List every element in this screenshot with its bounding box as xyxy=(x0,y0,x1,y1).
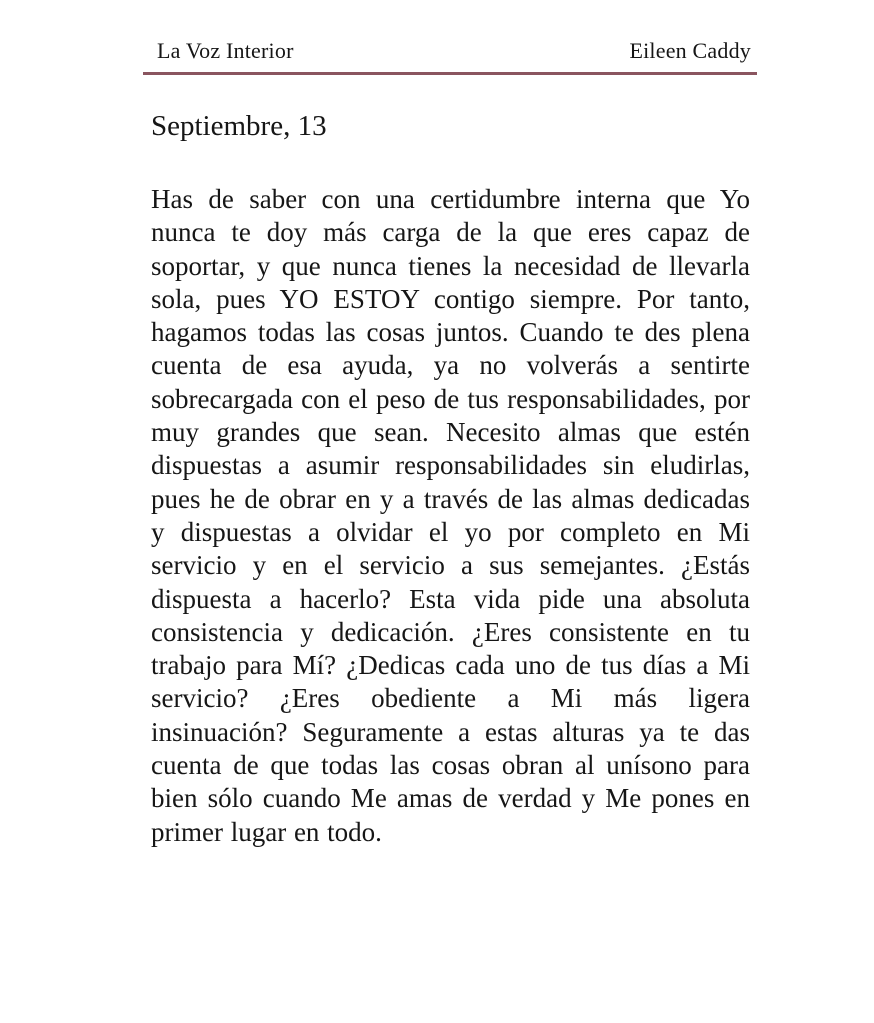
author-name: Eileen Caddy xyxy=(629,38,751,63)
entry-body-paragraph: Has de saber con una certidumbre interna que Yo nunca te doy más carga de la que eres capaz de soportar, y que nunca tienes la necesidad de llevarla sola, pues YO ESTOY contigo siempre. Por tanto, hagamos todas las cosas juntos. Cuando te des plena cuenta de esa ayuda, ya no volverás a sentirte sobrecargada con el peso de tus responsabilidades, por muy grandes que sean. Necesito almas que estén dispuestas a asumir responsabilidades sin eludirlas, pues he de obrar en y a través de las almas dedicadas y dispuestas a olvidar el yo por completo en Mi servicio y en el servicio a sus semejantes. ¿Estás dispuesta a hacerlo? Esta vida pide una absoluta consistencia y dedicación. ¿Eres consistente en tu trabajo para Mí? ¿Dedicas cada uno de tus días a Mi servicio? ¿Eres obediente a Mi más ligera insinuación? Seguramente a estas alturas ya te das cuenta de que todas las cosas obran al unísono para bien sólo cuando Me amas de verdad y Me pones en primer lugar en todo. xyxy=(151,184,750,847)
book-title: La Voz Interior xyxy=(157,38,294,63)
page-header xyxy=(143,38,757,75)
date-heading: Septiembre, 13 xyxy=(151,110,327,142)
page-content xyxy=(143,38,757,849)
